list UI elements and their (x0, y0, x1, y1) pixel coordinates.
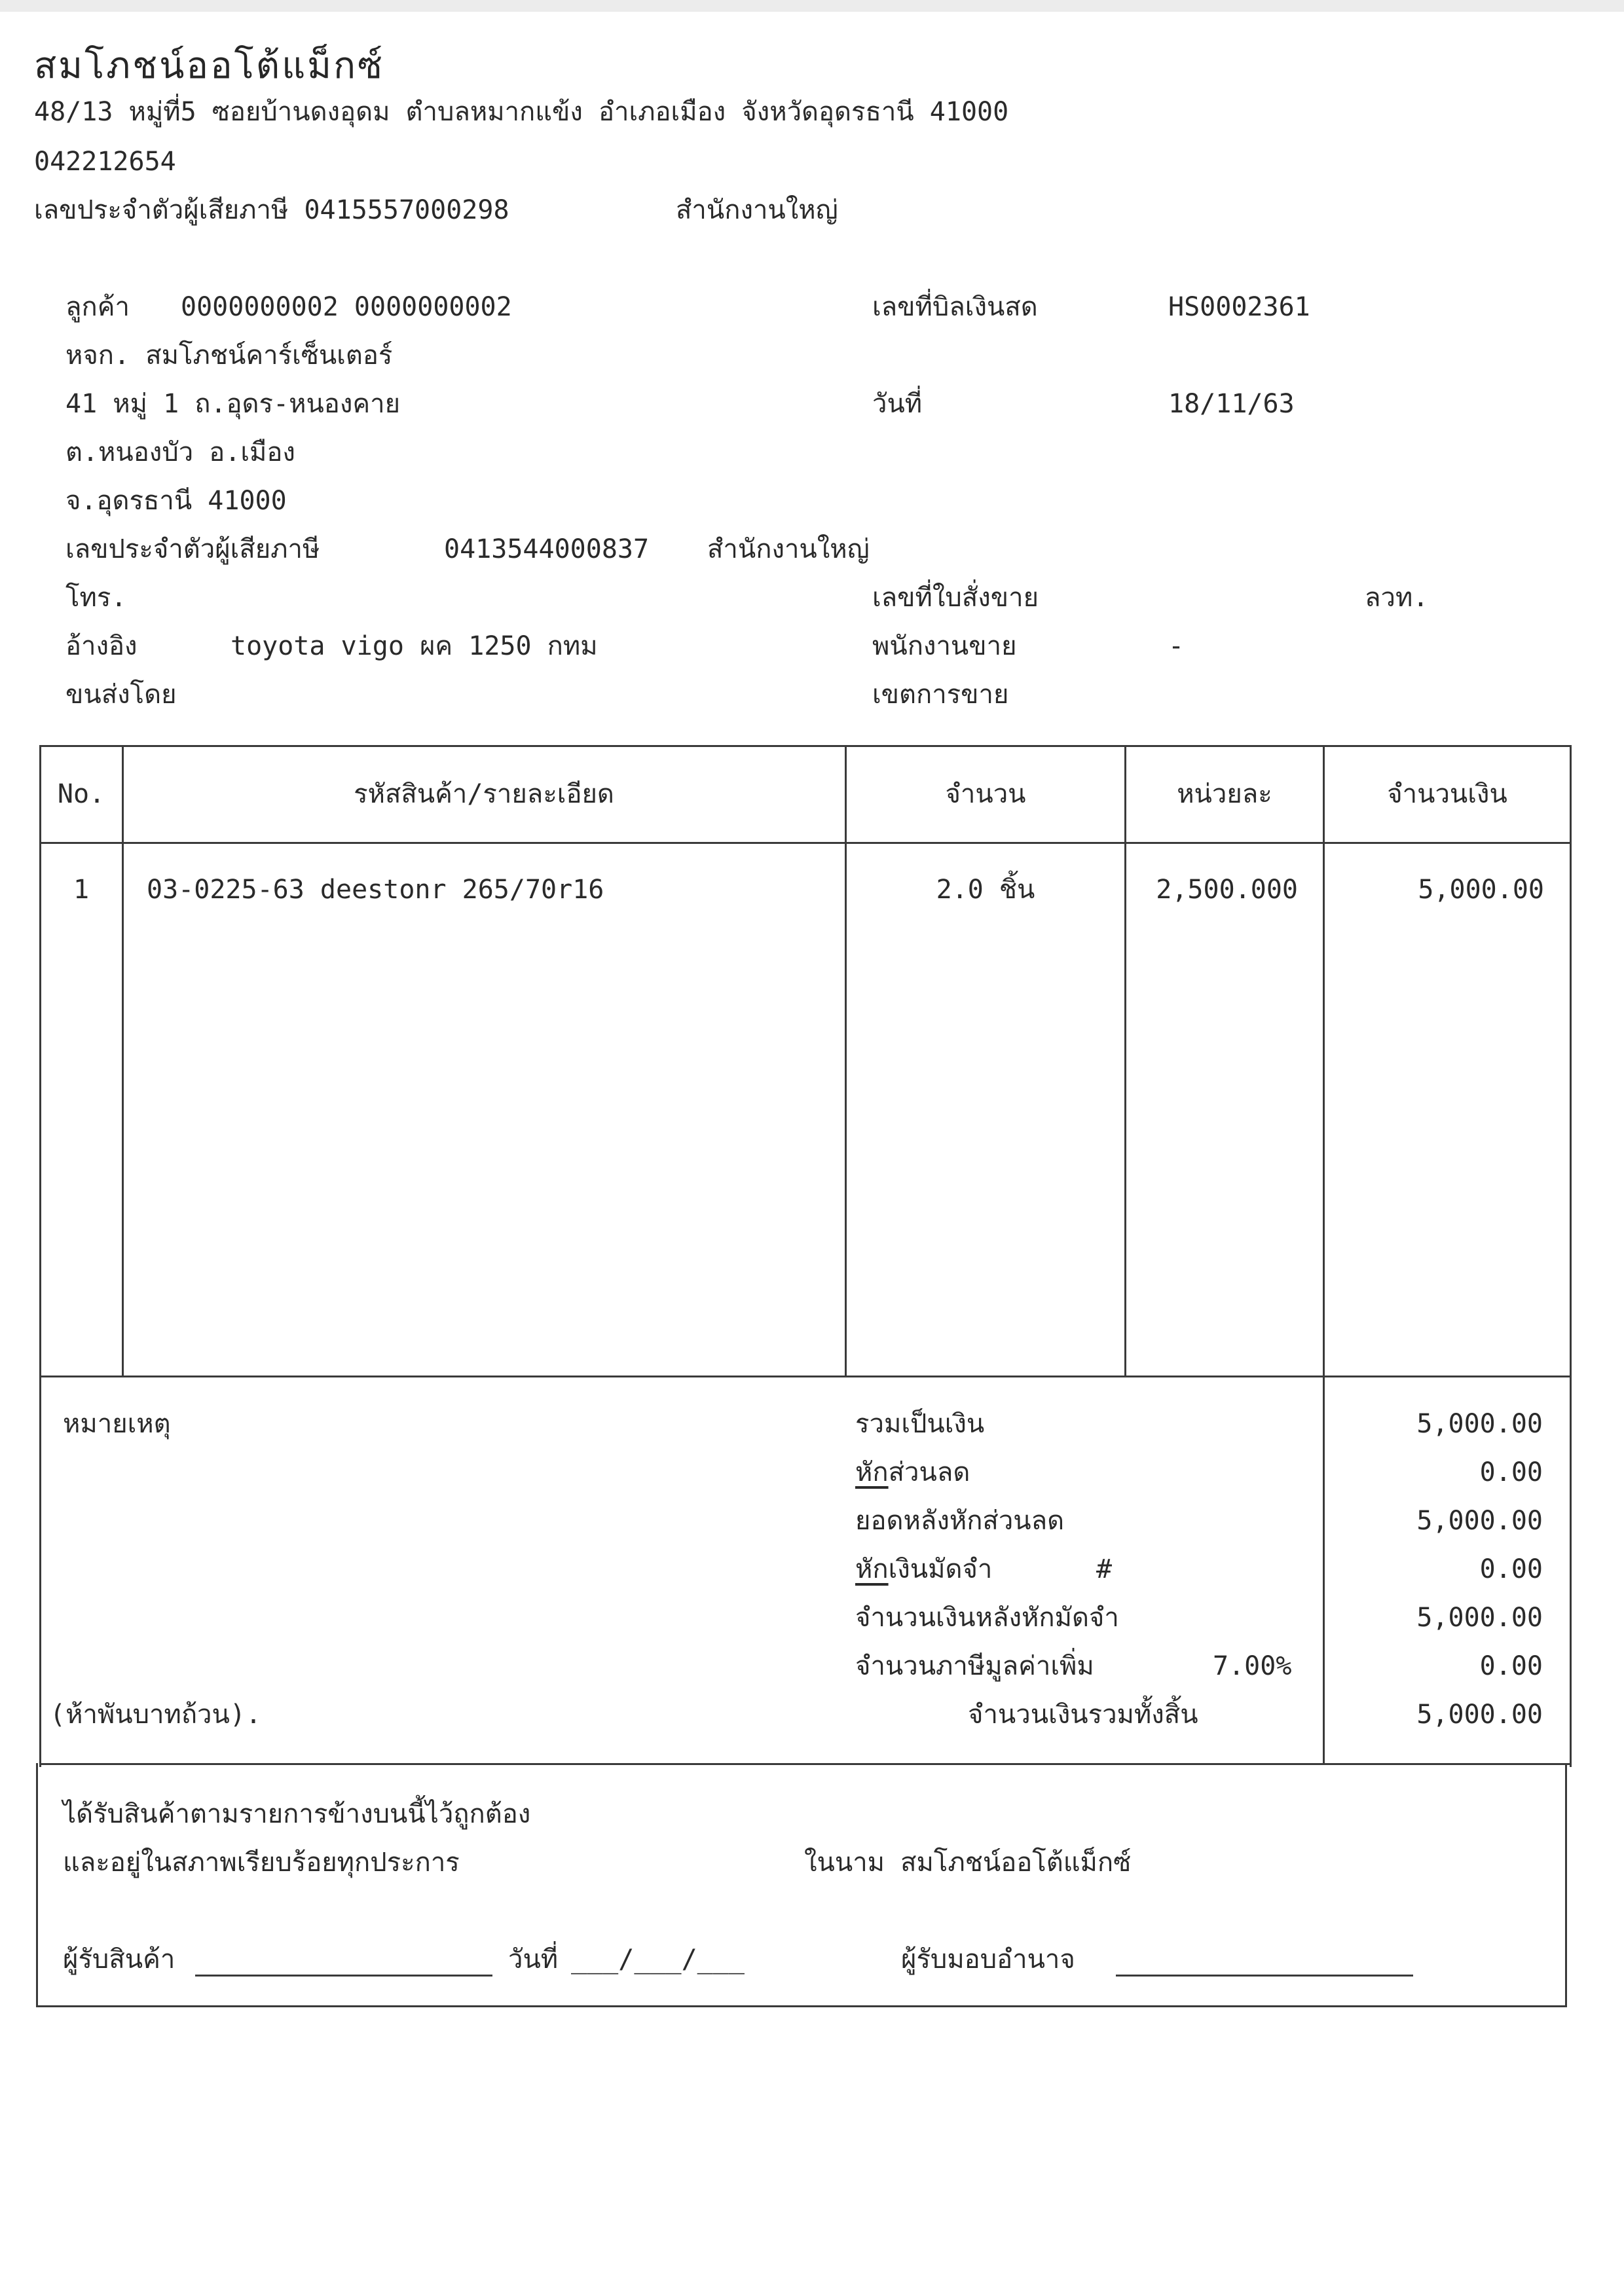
customer-code: 0000000002 0000000002 (181, 292, 512, 322)
sales-order-label: เลขที่ใบสั่งขาย (872, 583, 1039, 613)
row-amount: 5,000.00 (1418, 875, 1544, 905)
amount-in-words: (ห้าพันบาทถ้วน). (50, 1700, 262, 1730)
vat-label: จำนวนภาษีมูลค่าเพิ่ม (855, 1651, 1094, 1681)
discount-label: หักส่วนลด (855, 1457, 970, 1487)
row-unit-price: 2,500.000 (1156, 875, 1298, 905)
remark-label: หมายเหตุ (63, 1409, 171, 1439)
grand-total-label: จำนวนเงินรวมทั้งสิ้น (968, 1700, 1198, 1730)
header-no: No. (57, 779, 105, 809)
receive-date-blank: ___/___/___ (571, 1944, 745, 1975)
customer-tax-id: 0413544000837 (444, 534, 650, 564)
deposit-value: 0.00 (1479, 1554, 1543, 1584)
company-branch: สำนักงานใหญ่ (676, 195, 838, 225)
customer-ship-label: ขนส่งโดย (65, 680, 177, 710)
receiver-signature-line (195, 1975, 492, 1977)
grand-total-value: 5,000.00 (1416, 1700, 1543, 1730)
company-address: 48/13 หมู่ที่5 ซอยบ้านดงอุดม ตำบลหมากแข้ง อำเภอเมือง จังหวัดอุดรธานี 41000 (34, 97, 1009, 127)
sales-area-label: เขตการขาย (872, 680, 1009, 710)
received-line-2: และอยู่ในสภาพเรียบร้อยทุกประการ (63, 1848, 460, 1878)
customer-ref-label: อ้างอิง (65, 631, 138, 661)
customer-tax-label: เลขประจำตัวผู้เสียภาษี (65, 534, 320, 564)
bill-date-label: วันที่ (872, 389, 923, 419)
customer-address-3: จ.อุดรธานี 41000 (65, 486, 287, 516)
row-no: 1 (73, 875, 90, 905)
authorized-signature-line (1116, 1975, 1413, 1977)
scan-edge (0, 0, 1624, 12)
row-quantity: 2.0 ชิ้น (936, 875, 1035, 905)
company-phone: 042212654 (34, 147, 176, 177)
after-deposit-value: 5,000.00 (1416, 1603, 1543, 1633)
customer-address-2: ต.หนองบัว อ.เมือง (65, 437, 295, 467)
sales-order-suffix: ลวท. (1365, 583, 1429, 613)
receive-date-label: วันที่ (508, 1944, 559, 1975)
on-behalf-of: ในนาม สมโภชน์ออโต้แม็กซ์ (804, 1848, 1132, 1878)
received-line-1: ได้รับสินค้าตามรายการข้างบนนี้ไว้ถูกต้อง (63, 1799, 531, 1829)
customer-branch: สำนักงานใหญ่ (707, 534, 870, 564)
receiver-label: ผู้รับสินค้า (63, 1944, 175, 1975)
vat-value: 0.00 (1479, 1651, 1543, 1681)
customer-label: ลูกค้า (65, 292, 130, 322)
company-tax-id: เลขประจำตัวผู้เสียภาษี 0415557000298 (34, 195, 509, 225)
row-description: 03-0225-63 deestonr 265/70r16 (147, 875, 604, 905)
customer-name: หจก. สมโภชน์คาร์เซ็นเตอร์ (65, 340, 393, 371)
header-quantity: จำนวน (945, 779, 1026, 809)
after-discount-label: ยอดหลังหักส่วนลด (855, 1506, 1065, 1536)
subtotal-label: รวมเป็นเงิน (855, 1409, 985, 1439)
customer-address-1: 41 หมู่ 1 ถ.อุดร-หนองคาย (65, 389, 401, 419)
deposit-hash: # (1096, 1554, 1113, 1584)
subtotal-value: 5,000.00 (1416, 1409, 1543, 1439)
deposit-label: หักเงินมัดจำ (855, 1554, 993, 1584)
discount-value: 0.00 (1479, 1457, 1543, 1487)
bill-date-value: 18/11/63 (1168, 389, 1295, 419)
bill-no-value: HS0002361 (1168, 292, 1310, 322)
authorized-label: ผู้รับมอบอำนาจ (901, 1944, 1075, 1975)
bill-no-label: เลขที่บิลเงินสด (872, 292, 1038, 322)
company-name: สมโภชน์ออโต้แม็กซ์ (34, 45, 385, 87)
vat-rate: 7.00% (1213, 1651, 1292, 1681)
salesman-value: - (1168, 631, 1185, 661)
salesman-label: พนักงานขาย (872, 631, 1017, 661)
customer-ref-value: toyota vigo ผค 1250 กทม (231, 631, 598, 661)
customer-phone-label: โทร. (65, 583, 127, 613)
after-discount-value: 5,000.00 (1416, 1506, 1543, 1536)
header-amount: จำนวนเงิน (1387, 779, 1507, 809)
after-deposit-label: จำนวนเงินหลังหักมัดจำ (855, 1603, 1119, 1633)
header-description: รหัสสินค้า/รายละเอียด (354, 779, 614, 809)
header-unit-price: หน่วยละ (1177, 779, 1272, 809)
